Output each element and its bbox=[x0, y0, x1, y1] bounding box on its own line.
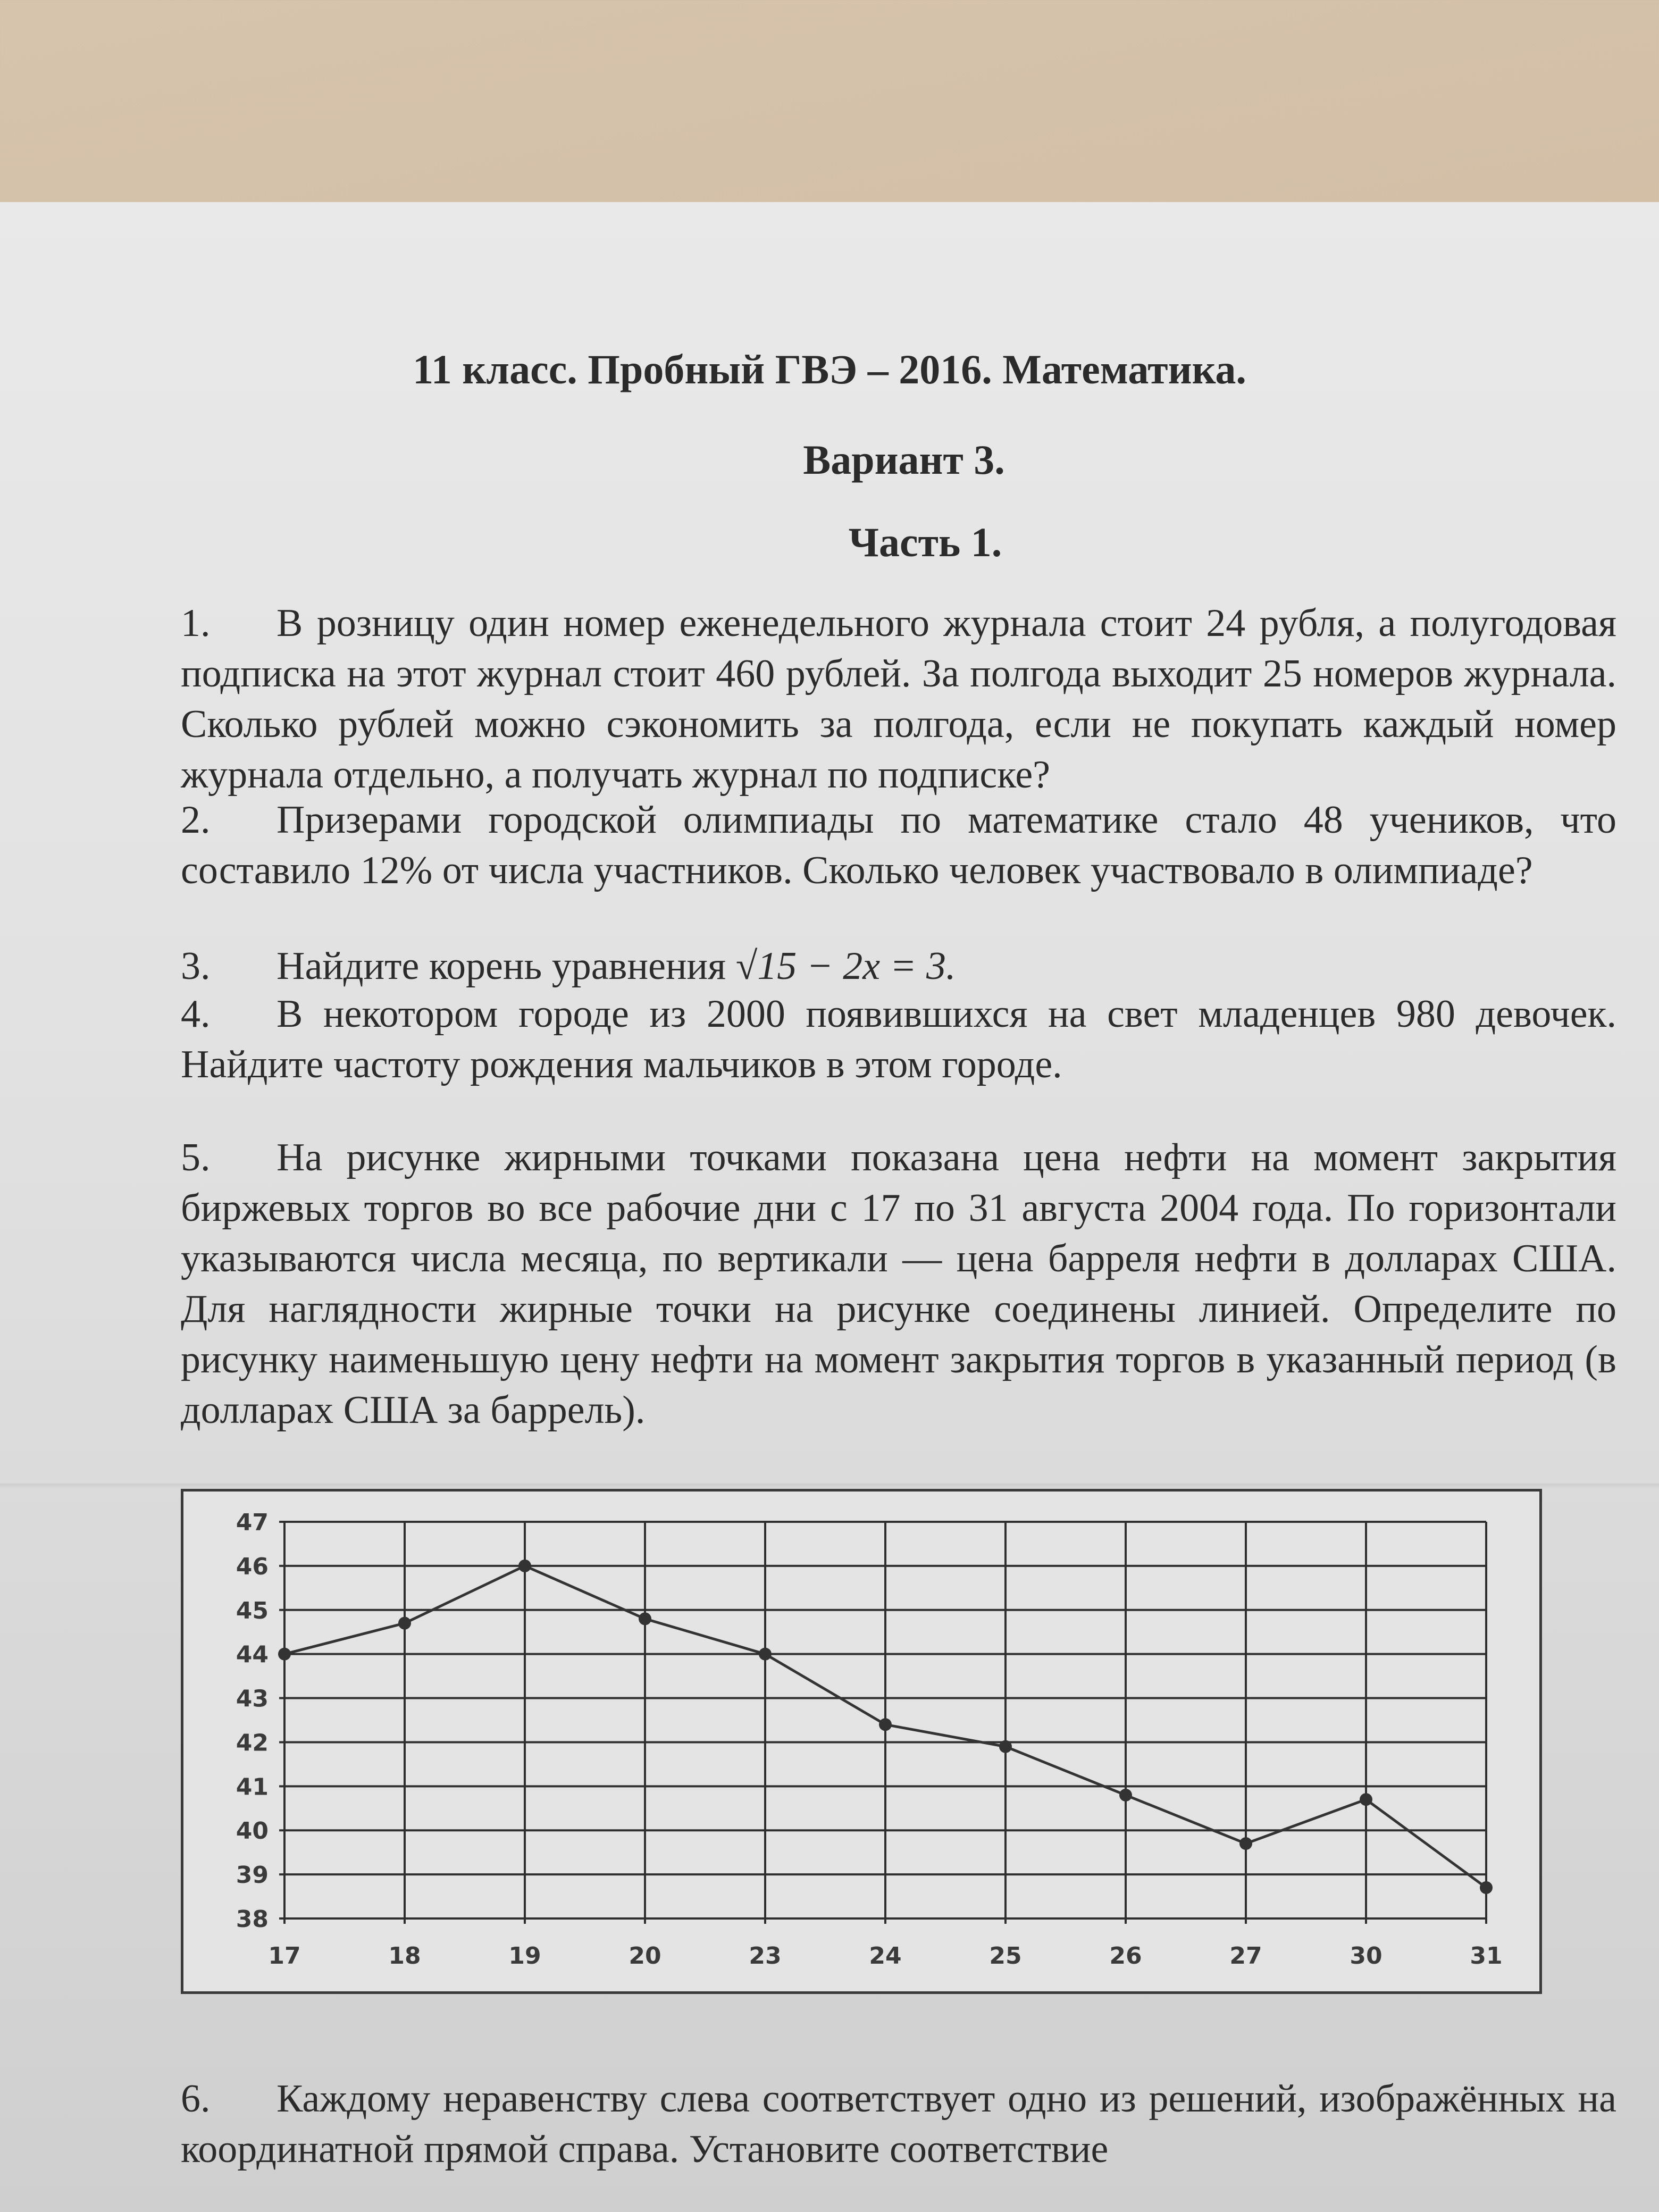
x-tick-label: 20 bbox=[629, 1942, 661, 1970]
task-number: 5. bbox=[181, 1136, 211, 1179]
data-point bbox=[1119, 1789, 1132, 1802]
task-number: 3. bbox=[181, 944, 211, 988]
x-tick-label: 17 bbox=[268, 1942, 301, 1970]
y-tick-label: 39 bbox=[236, 1862, 269, 1889]
y-tick-label: 47 bbox=[236, 1509, 269, 1536]
data-point bbox=[398, 1617, 411, 1630]
data-point bbox=[879, 1718, 892, 1731]
task-4 bbox=[181, 989, 1616, 1090]
data-point bbox=[278, 1648, 291, 1661]
x-tick-label: 27 bbox=[1229, 1942, 1262, 1970]
equation-formula: √15 − 2x = 3. bbox=[735, 944, 956, 988]
y-tick-label: 44 bbox=[236, 1641, 269, 1669]
task-number: 4. bbox=[181, 992, 211, 1036]
x-tick-label: 30 bbox=[1350, 1942, 1382, 1970]
x-tick-label: 18 bbox=[388, 1942, 421, 1970]
task-number: 2. bbox=[181, 798, 211, 842]
task-1 bbox=[181, 598, 1616, 800]
task-5 bbox=[181, 1133, 1616, 1436]
x-tick-label: 26 bbox=[1109, 1942, 1142, 1970]
x-tick-label: 25 bbox=[989, 1942, 1022, 1970]
task-3 bbox=[181, 941, 1616, 992]
task-6 bbox=[181, 2074, 1616, 2175]
task-text: На рисунке жирными точками показана цена нефти на момент закрытия биржевых торгов во все рабочие дни с 17 по 31 августа 2004 года. По горизонтали указываются числа месяца, по вертикали — цена барреля нефти в долларах США. Для наглядности жирные точки на рисунке соединены линией. Определите по рисунку наименьшую цену нефти на момент закрытия торгов в указанный период (в долларах США за баррель). bbox=[181, 1136, 1616, 1432]
x-tick-label: 19 bbox=[508, 1942, 541, 1970]
oil-price-chart bbox=[181, 1489, 1542, 1994]
task-text: В некотором городе из 2000 появившихся на свет младенцев 980 девочек. Найдите частоту рождения мальчиков в этом городе. bbox=[181, 992, 1616, 1086]
y-tick-label: 43 bbox=[236, 1685, 269, 1713]
task-text: Призерами городской олимпиады по математике стало 48 учеников, что составило 12% от числа участников. Сколько человек участвовало в олимпиаде? bbox=[181, 798, 1616, 892]
x-tick-label: 23 bbox=[749, 1942, 782, 1970]
paper-fold bbox=[0, 1484, 1659, 1489]
exam-title: 11 класс. Пробный ГВЭ – 2016. Математика. bbox=[413, 346, 1246, 392]
task-2 bbox=[181, 795, 1616, 896]
task-number: 1. bbox=[181, 601, 211, 645]
y-tick-label: 45 bbox=[236, 1597, 269, 1624]
task-text: Каждому неравенству слева соответствует одно из решений, изображённых на координатной прямой справа. Установите соответствие bbox=[181, 2077, 1616, 2171]
task-text: В розницу один номер еженедельного журнала стоит 24 рубля, а полугодовая подписка на этот журнал стоит 460 рублей. За полгода выходит 25 номеров журнала. Сколько рублей можно сэкономить за полгода, если не покупать каждый номер журнала отдельно, а получать журнал по подписке? bbox=[181, 601, 1616, 797]
data-point bbox=[1239, 1837, 1252, 1850]
data-point bbox=[759, 1648, 772, 1661]
y-tick-label: 41 bbox=[236, 1773, 269, 1801]
y-tick-label: 38 bbox=[236, 1906, 269, 1933]
x-tick-label: 31 bbox=[1470, 1942, 1503, 1970]
y-tick-label: 46 bbox=[236, 1553, 269, 1580]
variant-heading: Вариант 3. bbox=[803, 437, 1005, 483]
x-tick-label: 24 bbox=[869, 1942, 902, 1970]
data-point bbox=[999, 1740, 1012, 1753]
data-point bbox=[1360, 1793, 1372, 1806]
part-heading: Часть 1. bbox=[848, 519, 1002, 565]
y-tick-label: 40 bbox=[236, 1817, 269, 1845]
data-point bbox=[518, 1560, 531, 1572]
task-number: 6. bbox=[181, 2077, 211, 2121]
task-text: Найдите корень уравнения bbox=[276, 944, 726, 988]
data-point bbox=[639, 1612, 651, 1625]
y-tick-label: 42 bbox=[236, 1729, 269, 1757]
data-point bbox=[1480, 1881, 1493, 1894]
